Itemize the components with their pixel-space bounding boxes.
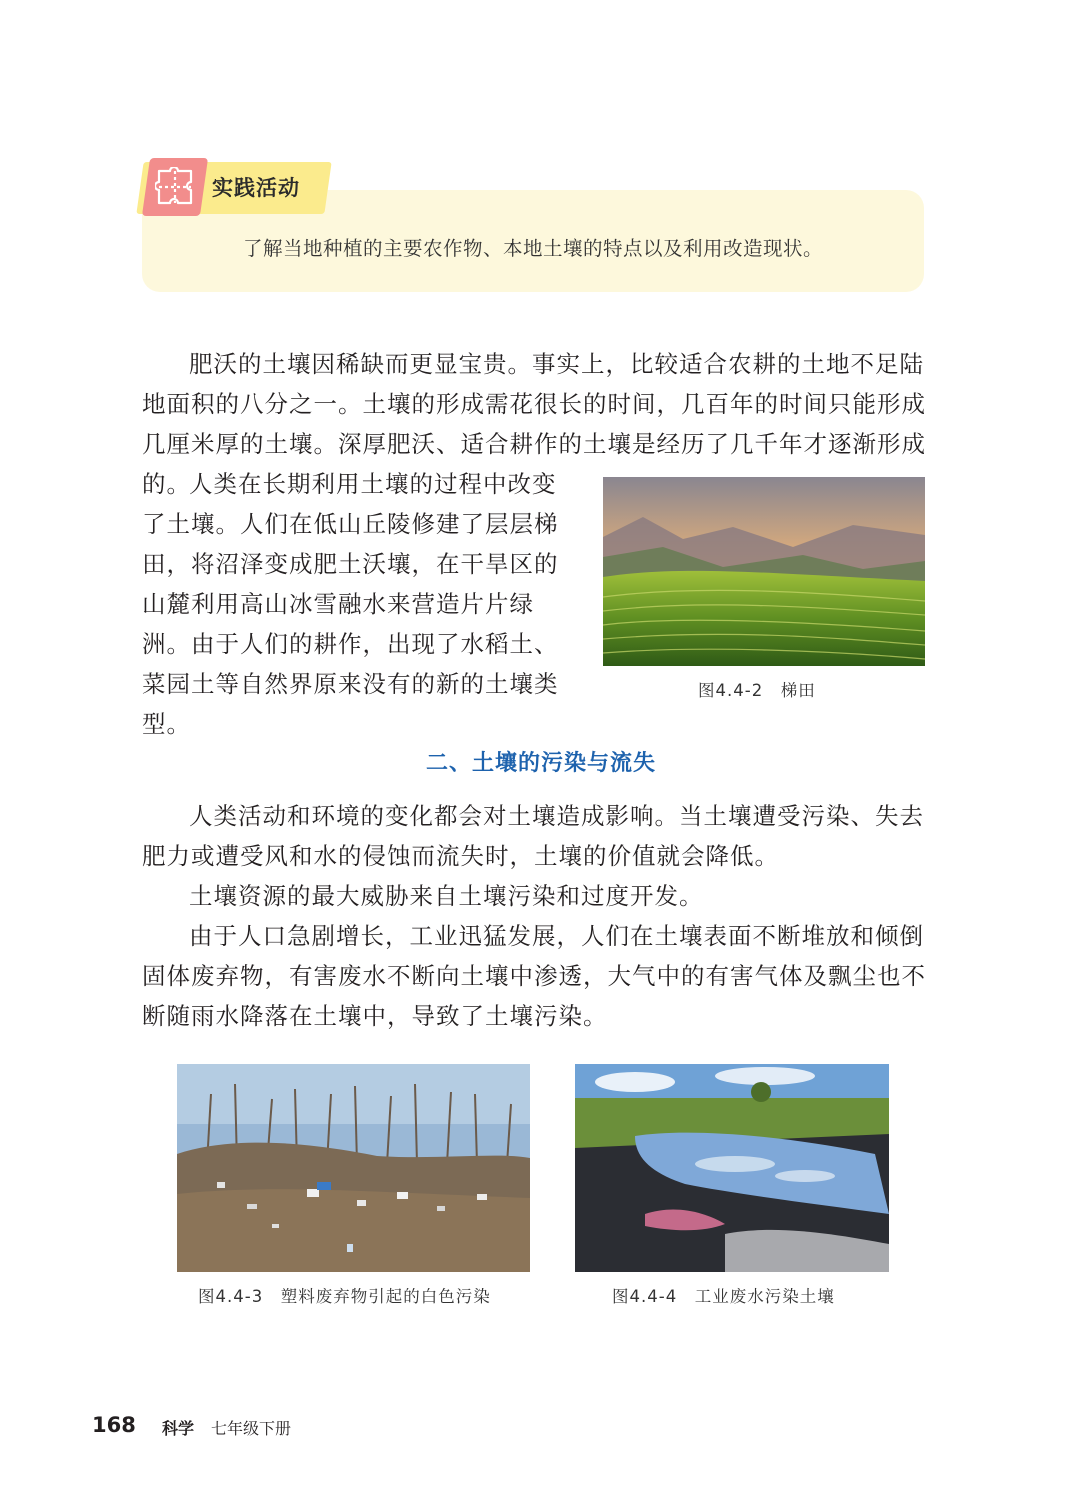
wastewater-photo [575,1064,889,1272]
footer-grade: 七年级下册 [211,1419,292,1438]
plastic-waste-photo [177,1064,530,1272]
activity-text: 了解当地种植的主要农作物、本地土壤的特点以及利用改造现状。 [242,237,823,260]
paragraph-fertile-soil: 肥沃的土壤因稀缺而更显宝贵。事实上，比较适合农耕的土地不足陆地面积的八分之一。土壤的形成需花很长的时间，几百年的时间只能形成几厘米厚的土壤。深厚肥沃、适合耕作的土壤是经历了几千年才逐渐形成的。 [142,350,926,498]
puzzle-icon [155,167,195,207]
paragraph-impact: 人类活动和环境的变化都会对土壤造成影响。当土壤遭受污染、失去肥力或遭受风和水的侵蚀而流失时，土壤的价值就会降低。 [142,802,924,870]
page-number: 168 [92,1413,136,1437]
paragraph-human-change: 人类在长期利用土壤的过程中改变了土壤。人们在低山丘陵修建了层层梯田，将沼泽变成肥土沃壤，在干旱区的山麓利用高山冰雪融水来营造片片绿洲。由于人们的耕作，出现了水稻土、菜园土等自然界原来没有的新的土壤类型。 [142,470,559,738]
terrace-photo [603,477,925,666]
footer-subject: 科学 [162,1419,195,1438]
figure-caption-wastewater: 图4.4-4 工业废水污染土壤 [612,1287,835,1306]
paragraph-pollution: 由于人口急剧增长，工业迅猛发展，人们在土壤表面不断堆放和倾倒固体废弃物，有害废水不断向土壤中渗透，大气中的有害气体及飘尘也不断随雨水降落在土壤中，导致了土壤污染。 [142,922,926,1030]
paragraph-threat: 土壤资源的最大威胁来自土壤污染和过度开发。 [189,882,704,910]
activity-title: 实践活动 [212,176,300,200]
section-heading: 二、土壤的污染与流失 [425,751,656,776]
activity-icon-badge [142,158,208,216]
figure-caption-plastic: 图4.4-3 塑料废弃物引起的白色污染 [198,1287,491,1306]
figure-caption-terrace: 图4.4-2 梯田 [698,681,816,700]
